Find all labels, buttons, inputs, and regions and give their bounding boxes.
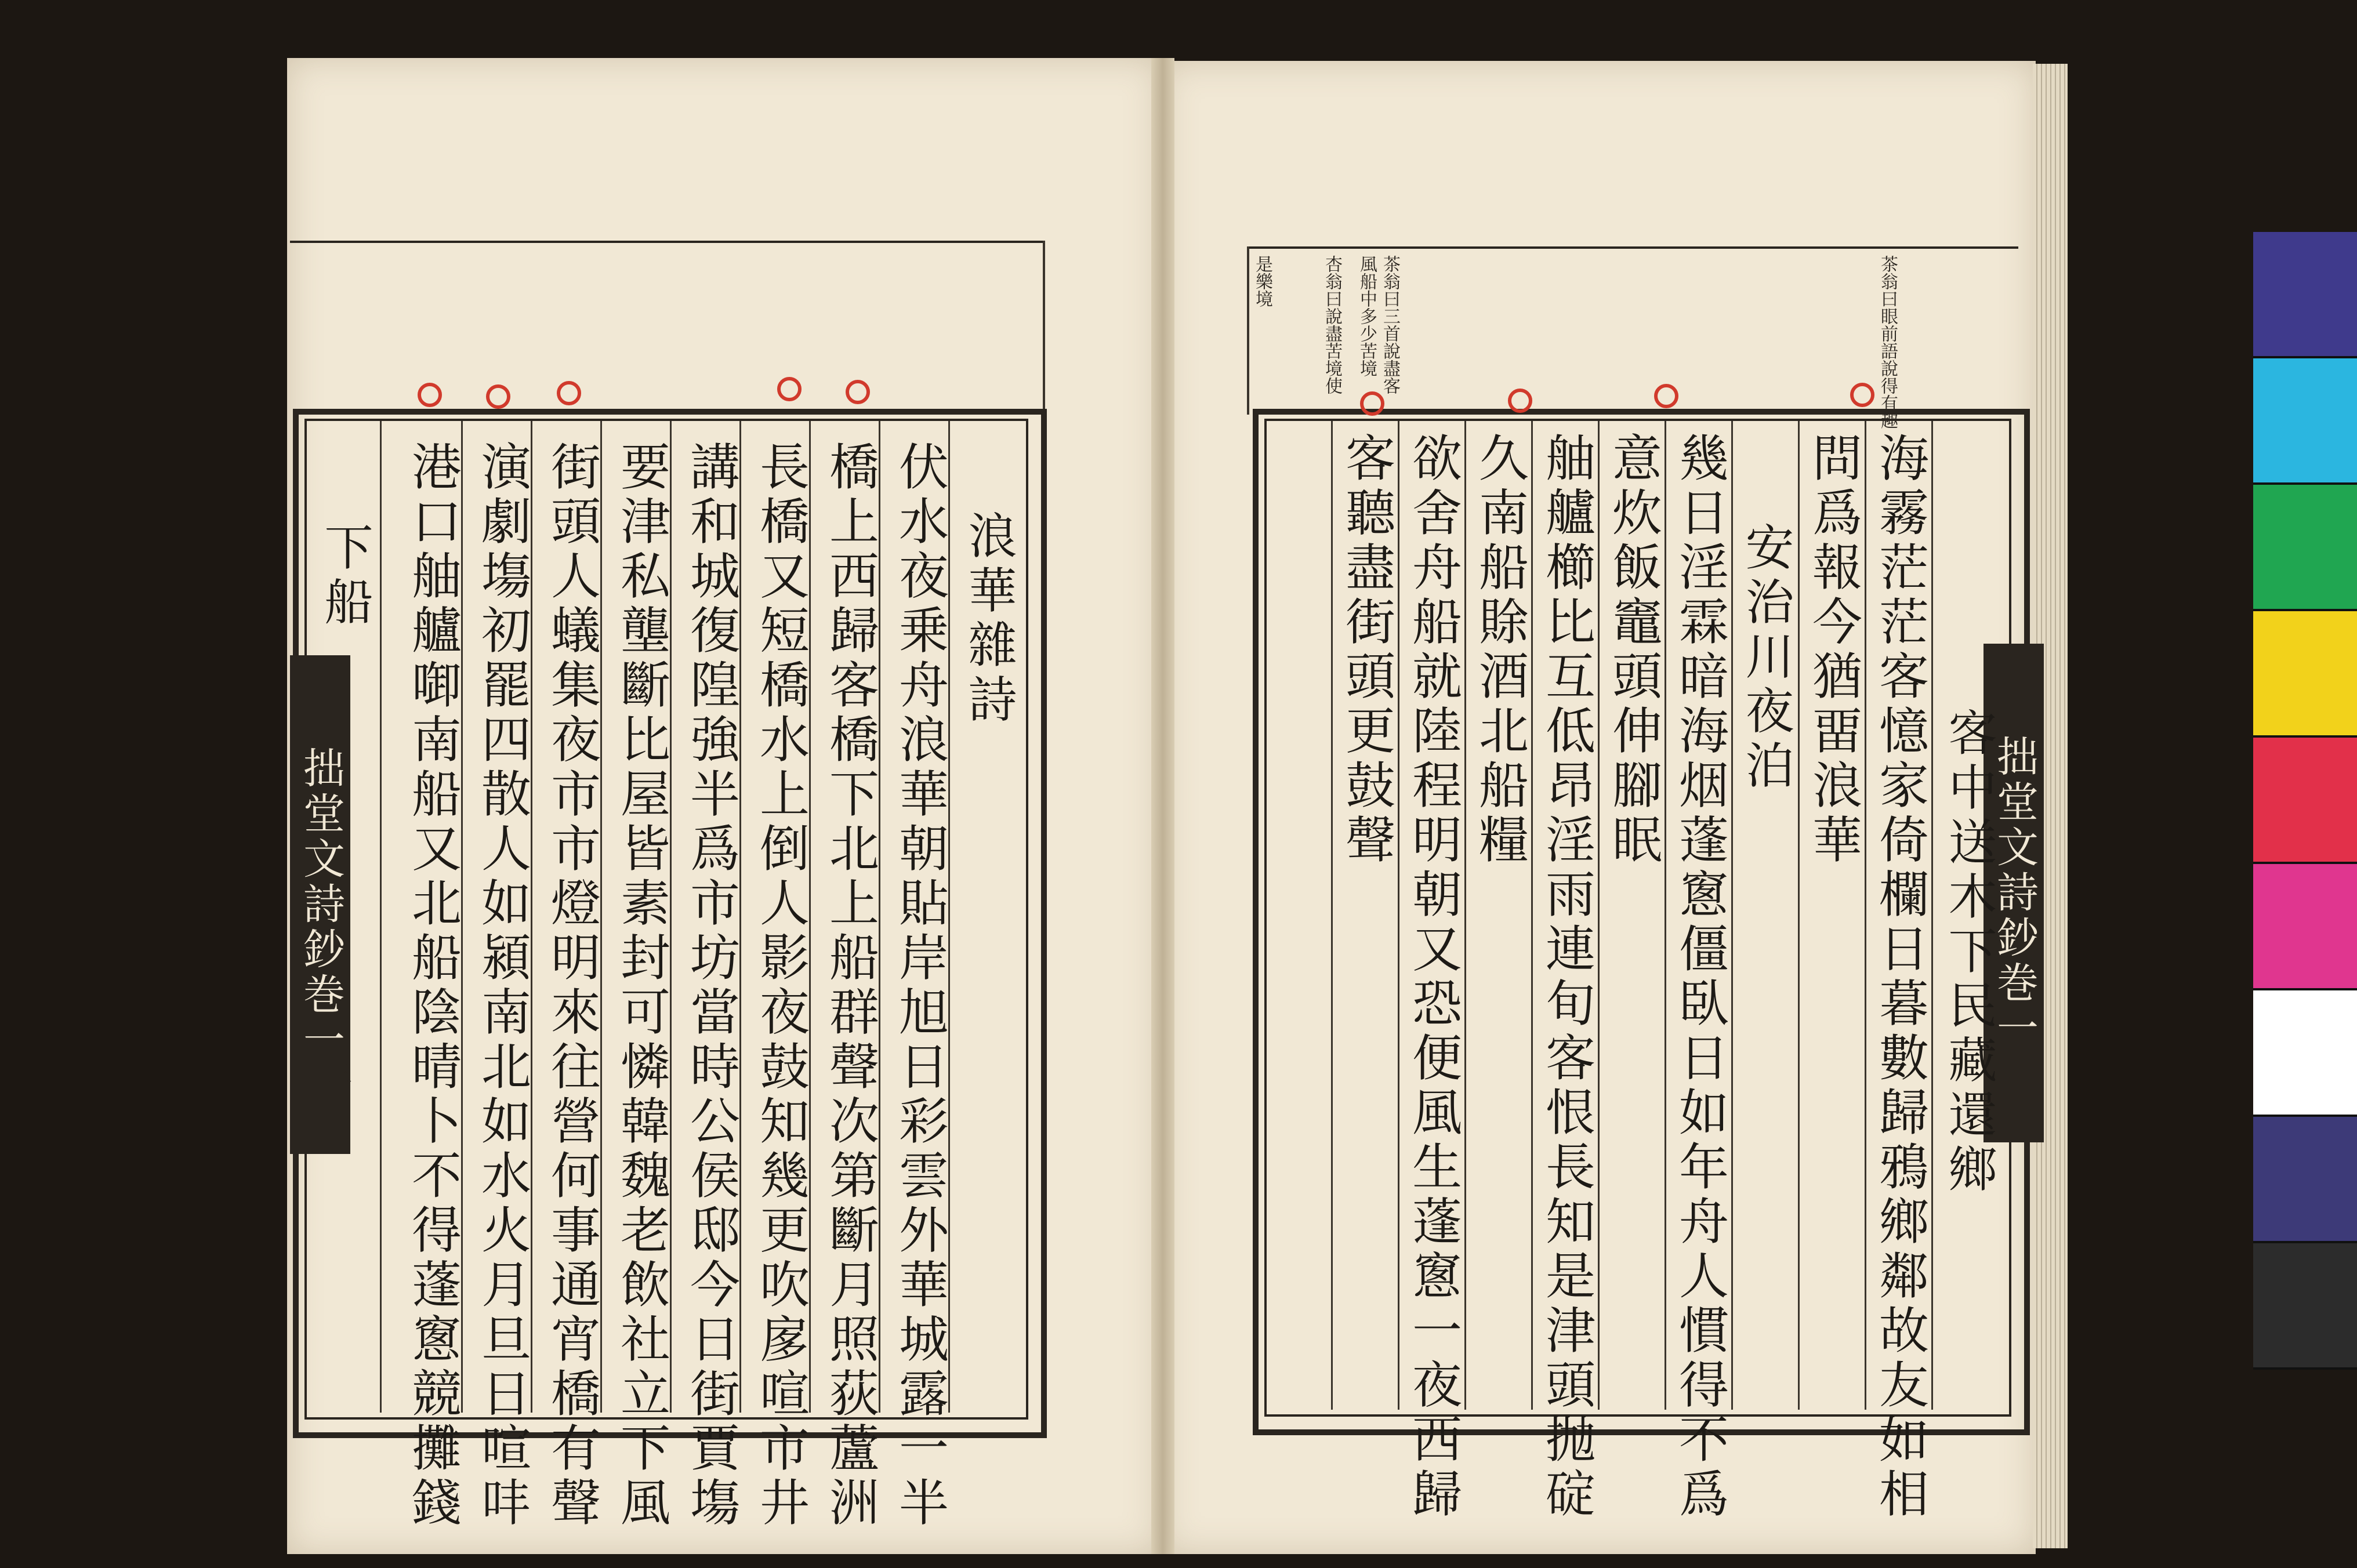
poem-line-2: 橋上西歸客橋下北上船群聲次第斷月照荻蘆洲 [821,441,879,1531]
poem-right-line-2: 問爲報今猶畱浪華 [1804,432,1862,868]
left-col-rule [670,421,672,1413]
right-col-rule [1531,421,1533,1410]
right-col-rule [1464,421,1466,1410]
right-col-rule [1665,421,1666,1410]
poem-right-line-5: 舳艫櫛比互低昂淫雨連旬客恨長知是津頭抛碇 [1537,432,1595,1522]
poem-title-right-2: 安治川夜泊 [1738,522,1794,794]
color-swatch [2253,1117,2357,1243]
left-col-rule [948,421,950,1413]
header-note-4: 杏翁曰說盡苦境使 [1322,255,1342,394]
poem-line-3: 長橋又短橋水上倒人影夜鼓知幾更吹扅喧市井 [751,441,809,1531]
poem-line-8: 港口舳艫啣南船又北船陰晴卜不得蓬窻競攤錢 [403,441,461,1531]
poem-right-line-4: 意炊飯竈頭伸腳眠 [1604,432,1662,868]
red-circle-mark [1850,383,1874,407]
poem-title: 浪華雜詩 [960,510,1017,728]
poem-right-line-6: 久南船賖酒北船糧 [1470,432,1528,868]
book-gutter [1151,58,1174,1554]
right-col-rule [1331,421,1333,1410]
poem-title-2: 下船 [317,522,374,631]
poem-line-6: 街頭人蟻集夜市市燈明來往營何事通宵橋有聲 [542,441,600,1531]
color-checker [2253,232,2357,1369]
header-note-3: 風船中多少苦境 [1357,255,1377,377]
left-header-rule [290,241,1044,243]
color-swatch [2253,611,2357,738]
color-swatch [2253,990,2357,1117]
right-col-rule [1931,421,1933,1410]
right-header-rule [1247,246,2018,249]
poem-right-line-3: 幾日淫霖暗海烟蓬窻僵臥日如年舟人慣得不爲 [1670,432,1728,1522]
left-header-edge [1043,241,1045,415]
poem-right-line-7: 欲舍舟船就陸程明朝又恐便風生蓬窻一夜西歸 [1404,432,1462,1522]
poem-line-4: 講和城復隍強半爲市坊當時公侯邸今日街賈塲 [681,441,739,1531]
red-circle-mark [418,383,442,407]
right-col-rule [1398,421,1399,1410]
left-col-rule [809,421,811,1413]
right-col-rule [1798,421,1800,1410]
color-swatch [2253,738,2357,864]
color-swatch [2253,232,2357,358]
right-col-rule [1598,421,1600,1410]
color-swatch [2253,864,2357,990]
poem-title-right-1: 客中送木下民藏還鄉 [1941,707,1997,1198]
left-col-rule [600,421,602,1413]
right-header-edge [1247,246,1249,415]
red-circle-mark [846,380,870,404]
header-note-1: 茶翁曰眼前語說得有趣 [1877,255,1898,429]
right-spine-title: 拙堂文詩鈔巻一 [1983,644,2044,1142]
left-spine-title: 拙堂文詩鈔巻一 [290,655,350,1154]
left-col-rule [739,421,741,1413]
red-circle-mark [557,381,581,405]
red-circle-mark [1360,391,1384,416]
poem-line-1: 伏水夜乗舟浪華朝貼岸旭日彩雲外華城露一半 [890,441,948,1531]
poem-right-line-1: 海霧茫茫客憶家倚欄日暮數歸鴉鄉鄰故友如相 [1870,432,1928,1522]
red-circle-mark [1508,389,1532,413]
poem-line-7: 演劇塲初罷四散人如潁南北如水火月旦日喧㕩 [473,441,531,1531]
red-circle-mark [777,377,802,401]
red-circle-mark [486,384,510,409]
left-col-rule [879,421,880,1413]
color-swatch [2253,1243,2357,1370]
header-note-5: 是樂境 [1252,255,1272,307]
left-col-rule [461,421,463,1413]
right-col-rule [1865,421,1866,1410]
header-note-2: 茶翁曰三首說盡客 [1380,255,1400,394]
red-circle-mark [1654,384,1678,408]
left-col-rule [380,421,382,1413]
color-swatch [2253,358,2357,485]
poem-right-line-8: 客聽盡街頭更鼓聲 [1337,432,1395,868]
color-swatch [2253,485,2357,611]
left-page-number: 三 [325,1061,351,1084]
poem-line-5: 要津私壟斷比屋皆素封可憐韓魏老飲社立下風 [612,441,670,1531]
right-col-rule [1731,421,1733,1410]
left-col-rule [531,421,532,1413]
